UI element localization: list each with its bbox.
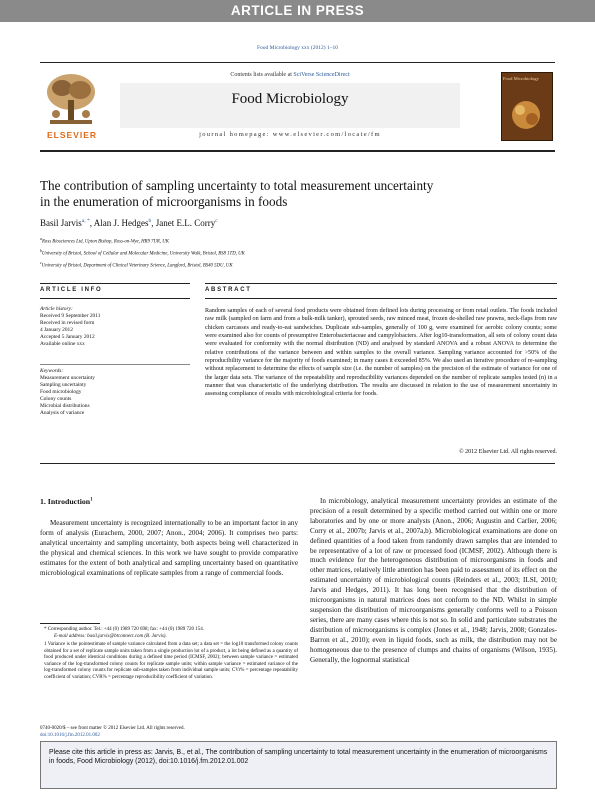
keyword: Colony counts [40, 396, 72, 402]
author-name[interactable]: Basil Jarvis [40, 218, 82, 228]
keyword: Measurement uncertainty [40, 375, 95, 381]
header-top-rule [40, 62, 555, 63]
affiliations [40, 235, 560, 271]
elsevier-tree-logo [42, 70, 100, 128]
journal-homepage[interactable]: journal homepage: www.elsevier.com/locate/fm [199, 131, 381, 138]
footnote-rule [40, 623, 100, 624]
elsevier-wordmark: ELSEVIER [46, 130, 98, 140]
front-matter: 0740-0020/$ – see front matter © 2012 Elsevier Ltd. All rights reserved. doi:10.1016/j.fm.2012.01.002 [40, 726, 298, 739]
intro-right-paragraph: In microbiology, analytical measurement uncertainty provides an estimate of the precision of a result determined by a specific method carried out within one or more laboratories and by one or more analysts (Anon., 2006; Augustin and Carlier, 2006; Corry et al., 2007b; Jarvis et al., 2007a,b). Microbiological examinations are done on defined quantities of a food taken from randomly drawn samples that are intended to be representative of a lot of raw or processed food (ICMSF, 2002). Although there is much evidence for the heterogeneous distribution of microorganisms in foods and other matrices, relatively little attention has been paid to assessment of its effect on the estimated uncertainty of microbiological counts (Reinders et al., 2003; ILSI, 2010; Jarvis and Hedges, 2011). It has long been recognised that the distribution of microorganisms in natural matrices does not conform to the ND. Whilst in simple suspension the distribution of microorganisms generally conforms well to a Poisson series, there are many cases where this is not so. In solid and particulate substrates the distribution of microorganisms is complex (Jones et al., 1948; Jarvis, 2008; Gonzales-Barron et al., 2010); even in liquid foods, such as milk, the distribution may not be homogeneous due to the presence of clumps and chains of organisms (Wilson, 1935). Generally, the lognormal statistical [310, 497, 557, 664]
header-bottom-rule [40, 150, 555, 152]
abstract-sub-rule [205, 298, 557, 299]
affiliation: $^a$Ross Biosciences Ltd, Upton Bishop, Ross-on-Wye, HR9 7UR, UK [40, 236, 169, 245]
affiliation: $^c$University of Bristol, Department of Clinical Veterinary Science, Langford, Bristol, BS40 5DU, UK [40, 260, 233, 269]
article-in-press-banner: ARTICLE IN PRESS [0, 0, 595, 22]
corresponding-author-note: * Corresponding author. Tel.: +44 (0) 1989 720 698; fax: +44 (0) 1989 720 154. [44, 627, 205, 632]
keyword: Sampling uncertainty [40, 382, 87, 388]
article-history: Article history: Received 9 September 2011 Received in revised form 4 January 2012 Accepted 5 January 2012 Available online xxx [40, 306, 101, 347]
keyword: Microbial distributions [40, 403, 90, 409]
author-name[interactable]: Alan J. Hedges [93, 218, 149, 228]
intro-left-paragraph: Measurement uncertainty is recognized internationally to be an important factor in any form of analysis (Eurachem, 2000, 2007; Anon., 2004; 2006). It comprises two parts: analytical uncertainty and sampling uncertainty, both aspects being well characterized in the physical and chemical sciences. In this work we have sought to provide comparative estimates for the extent of both analytical and sampling uncertainty based on quantitative microbiological examinations of replicate samples from a range of commercial foods. [40, 519, 298, 577]
abstract-text: Random samples of each of several food products were obtained from defined lots during processing or from retail outlets. The foods included raw milk (sampled on farm and from a bulk-milk tanker), sprouted seeds, raw minced meat, frozen de-shelled raw prawns, neck-flaps from raw chicken carcasses and ready-to-eat sandwiches. Duplicate sub-samples, generally of 100 g, were examined for aerobic colony counts; some were examined also for counts of presumptive Enterobacteriaceae and campylobacters. After log10-transformation, all sets of colony count data were evaluated for conformity with the normal distribution (ND) and analysed by standard ANOVA and a robust ANOVA to determine the relative contributions of the variance between and within samples to the overall variance. Sampling variance accounted for >50% of the reproducibility variance for the majority of foods examined; in many cases it exceeded 85%. We also used an iterative procedure of re-sampling without replacement to determine the effects of sample size (i.e. the number of samples) on the precision of the estimate of variance for one of the larger data sets. The variance of the repeatability and reproducibility variances depended on the number of replicate samples tested (n) in a manner that was characteristic of the underlying distribution. The results are discussed in relation to the use of measurement uncertainty in assessing compliance of results with microbiological criteria for foods. [205, 308, 557, 398]
cover-title: Food Microbiology [503, 76, 539, 81]
info-top-rule [40, 283, 190, 284]
keywords: Keywords: Measurement uncertainty Sampling uncertainty Food microbiology Colony counts Microbial distributions Analysis of variance [40, 368, 190, 417]
abstract-bottom-rule [40, 463, 555, 464]
cover-illustration [505, 95, 547, 135]
citation-box: Please cite this article in press as: Jarvis, B., et al., The contribution of sampling uncertainty to total measurement uncertainty in the enumeration of microorganisms in foods, Food Microbiology (2012), doi:10.1016/j.fm.2012.01.002 [40, 741, 557, 789]
author-name[interactable]: Janet E.L. Corry [155, 218, 216, 228]
abstract-heading: ABSTRACT [205, 287, 252, 293]
footnotes [44, 627, 298, 681]
keyword: Analysis of variance [40, 410, 85, 416]
abstract-top-rule [205, 283, 557, 284]
abstract-copyright: © 2012 Elsevier Ltd. All rights reserved. [459, 449, 557, 455]
journal-title: Food Microbiology [231, 91, 349, 107]
variance-footnote: 1 Variance is the pointestimate of sample variance calculated from a data set; a data set = the log10 transformed colony counts obtained for a set of replicate sample units taken from a single production lot of a product, a lot being defined as a quantity of food produced under identical conditions during a defined time period (ICMSF, 2002); between sample variance = estimated variance of the log-transformed colony counts for replicate sample units; within sample variance = estimated variance of the log-transformed colony counts for replicate sub-samples taken from individual sample units; CVr% = percentage repeatability coefficient of variation; CVR% = percentage reproducibility coefficient of variation. [44, 642, 298, 680]
keyword: Food microbiology [40, 389, 82, 395]
section-heading-introduction: 1. Introduction$^1$ [40, 497, 93, 506]
contents-line: Contents lists available at SciVerse ScienceDirect [230, 72, 350, 78]
email-note[interactable]: E-mail address: basil.jarvis@btconnect.com (B. Jarvis). [54, 633, 167, 639]
article-info-heading: ARTICLE INFO [40, 287, 103, 293]
info-sub-rule [40, 298, 190, 299]
author-list: Basil Jarvis$^{a, *}$, Alan J. Hedges$^b$, Janet E.L. Corry$^c$ [40, 218, 218, 228]
affiliation: $^b$University of Bristol, School of Cellular and Molecular Medicine, University Walk, Bristol, BS8 1TD, UK [40, 248, 245, 257]
doi-link[interactable]: doi:10.1016/j.fm.2012.01.002 [40, 732, 100, 738]
journal-citation-header[interactable]: Food Microbiology xxx (2012) 1–10 [257, 45, 338, 51]
article-title: The contribution of sampling uncertainty to total measurement uncertainty in the enumeration of microorganisms in foods [40, 178, 434, 209]
sciencedirect-link[interactable]: SciVerse ScienceDirect [293, 72, 350, 78]
